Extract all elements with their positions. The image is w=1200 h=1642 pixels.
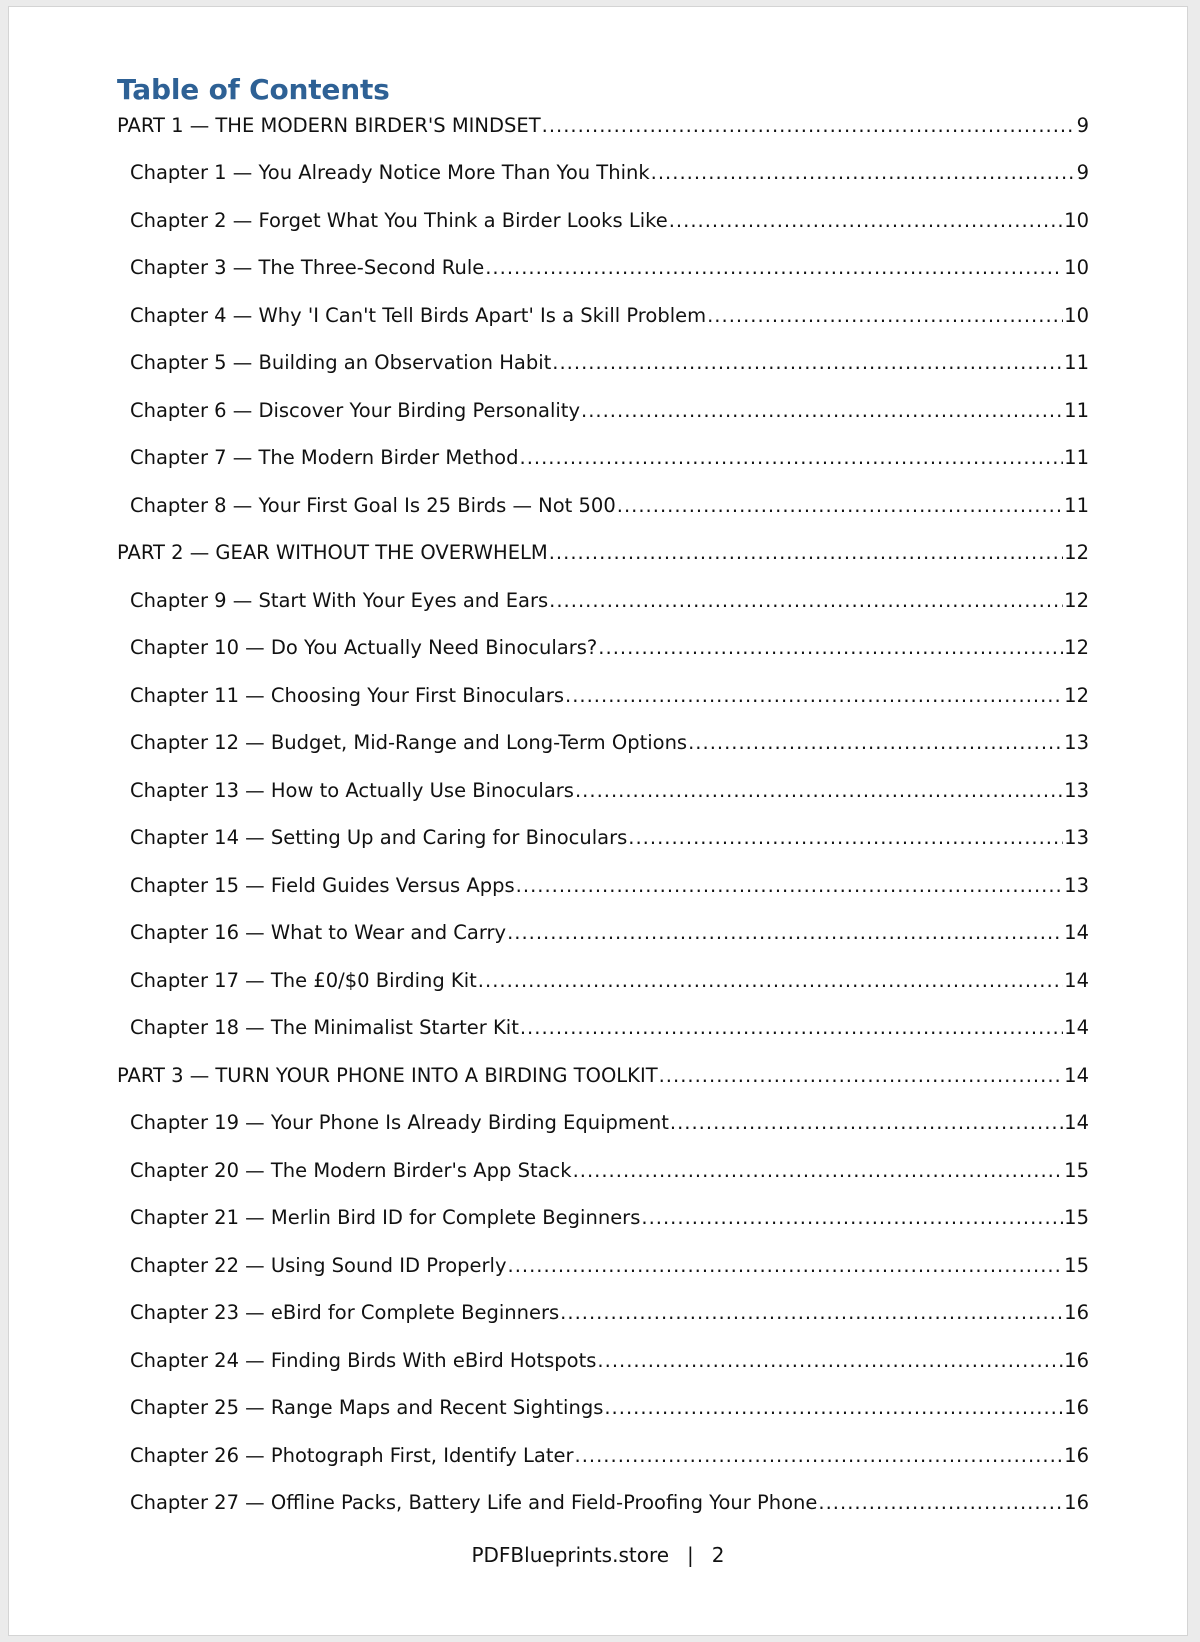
toc-entry-page-number: 14 bbox=[1064, 921, 1089, 944]
toc-entry-page-number: 12 bbox=[1064, 683, 1089, 707]
toc-dot-leader bbox=[507, 919, 1063, 947]
toc-entry-title: Chapter 24 — Finding Birds With eBird Hotspots bbox=[130, 1348, 597, 1372]
toc-entry-title: Chapter 4 — Why 'I Can't Tell Birds Apart' Is a Skill Problem bbox=[130, 303, 707, 327]
toc-dot-leader bbox=[552, 349, 1063, 377]
toc-entry-page-number: 14 bbox=[1064, 1063, 1089, 1087]
toc-chapter-entry[interactable] bbox=[117, 1204, 1089, 1252]
toc-dot-leader bbox=[641, 1204, 1063, 1232]
toc-dot-leader bbox=[565, 682, 1063, 710]
toc-chapter-entry[interactable] bbox=[117, 1109, 1089, 1157]
toc-entry-page-number: 16 bbox=[1064, 1396, 1089, 1419]
toc-chapter-entry[interactable] bbox=[117, 729, 1089, 777]
toc-part-entry[interactable] bbox=[117, 539, 1089, 587]
toc-chapter-entry[interactable] bbox=[117, 777, 1089, 825]
toc-entry-page-number: 10 bbox=[1064, 208, 1089, 232]
toc-chapter-entry[interactable] bbox=[117, 1252, 1089, 1300]
toc-dot-leader bbox=[516, 872, 1064, 900]
toc-entry-title: PART 1 — THE MODERN BIRDER'S MINDSET bbox=[117, 113, 541, 137]
toc-dot-leader bbox=[581, 397, 1063, 425]
toc-entry-title: Chapter 3 — The Three-Second Rule bbox=[130, 256, 485, 279]
toc-entry-title: Chapter 26 — Photograph First, Identify Later bbox=[130, 1443, 574, 1467]
toc-chapter-entry[interactable] bbox=[117, 872, 1089, 920]
toc-chapter-entry[interactable] bbox=[117, 254, 1089, 302]
toc-chapter-entry[interactable] bbox=[117, 1394, 1089, 1442]
toc-entry-title: Chapter 11 — Choosing Your First Binoculars bbox=[130, 683, 564, 707]
toc-entry-title: Chapter 10 — Do You Actually Need Binoculars? bbox=[130, 636, 598, 659]
toc-dot-leader bbox=[597, 1347, 1063, 1375]
toc-entry-page-number: 13 bbox=[1064, 826, 1089, 849]
toc-dot-leader bbox=[688, 729, 1063, 757]
toc-entry-title: Chapter 7 — The Modern Birder Method bbox=[130, 446, 519, 469]
toc-entry-page-number: 12 bbox=[1064, 541, 1089, 564]
toc-dot-leader bbox=[485, 254, 1063, 282]
toc-chapter-entry[interactable] bbox=[117, 444, 1089, 492]
toc-entry-title: PART 2 — GEAR WITHOUT THE OVERWHELM bbox=[117, 541, 548, 564]
toc-entry-title: Chapter 27 — Offline Packs, Battery Life and Field-Proofing Your Phone bbox=[130, 1491, 818, 1514]
toc-dot-leader bbox=[707, 302, 1063, 330]
toc-entry-title: Chapter 6 — Discover Your Birding Personality bbox=[130, 398, 580, 422]
toc-entry-title: Chapter 20 — The Modern Birder's App Stack bbox=[130, 1158, 572, 1182]
toc-list bbox=[117, 112, 1089, 1537]
toc-dot-leader bbox=[651, 159, 1076, 187]
toc-entry-title: Chapter 18 — The Minimalist Starter Kit bbox=[130, 1016, 519, 1039]
toc-dot-leader bbox=[549, 539, 1063, 567]
toc-dot-leader bbox=[670, 1109, 1063, 1137]
toc-dot-leader bbox=[573, 1157, 1064, 1185]
toc-dot-leader bbox=[818, 1489, 1063, 1517]
toc-entry-title: Chapter 12 — Budget, Mid-Range and Long-Term Options bbox=[130, 731, 688, 754]
toc-dot-leader bbox=[560, 1299, 1063, 1327]
toc-entry-title: Chapter 23 — eBird for Complete Beginners bbox=[130, 1301, 560, 1324]
toc-dot-leader bbox=[542, 112, 1076, 140]
toc-dot-leader bbox=[617, 492, 1063, 520]
toc-entry-page-number: 11 bbox=[1064, 398, 1089, 422]
toc-dot-leader bbox=[575, 1442, 1064, 1470]
toc-chapter-entry[interactable] bbox=[117, 682, 1089, 730]
toc-entry-page-number: 13 bbox=[1064, 731, 1089, 754]
toc-dot-leader bbox=[669, 207, 1063, 235]
toc-chapter-entry[interactable] bbox=[117, 1489, 1089, 1537]
toc-entry-title: Chapter 1 — You Already Notice More Than You Think bbox=[130, 161, 650, 184]
toc-chapter-entry[interactable] bbox=[117, 587, 1089, 635]
toc-entry-page-number: 13 bbox=[1064, 778, 1089, 802]
toc-chapter-entry[interactable] bbox=[117, 159, 1089, 207]
toc-chapter-entry[interactable] bbox=[117, 1347, 1089, 1395]
toc-entry-title: PART 3 — TURN YOUR PHONE INTO A BIRDING TOOLKIT bbox=[117, 1063, 658, 1087]
toc-entry-title: Chapter 9 — Start With Your Eyes and Ears bbox=[130, 588, 549, 612]
footer-site-name: PDFBlueprints.store bbox=[471, 1543, 670, 1567]
toc-dot-leader bbox=[520, 444, 1064, 472]
toc-entry-page-number: 16 bbox=[1064, 1491, 1089, 1514]
toc-entry-page-number: 10 bbox=[1064, 256, 1089, 279]
toc-entry-page-number: 9 bbox=[1076, 161, 1089, 184]
toc-entry-page-number: 9 bbox=[1076, 113, 1089, 137]
toc-entry-page-number: 10 bbox=[1064, 303, 1089, 327]
toc-title: Table of Contents bbox=[117, 73, 390, 106]
toc-entry-page-number: 11 bbox=[1064, 446, 1089, 469]
toc-dot-leader bbox=[604, 1394, 1063, 1422]
toc-entry-page-number: 16 bbox=[1064, 1443, 1089, 1467]
document-page bbox=[8, 6, 1188, 1636]
toc-chapter-entry[interactable] bbox=[117, 492, 1089, 540]
toc-part-entry[interactable] bbox=[117, 1062, 1089, 1110]
toc-dot-leader bbox=[659, 1062, 1064, 1090]
toc-dot-leader bbox=[508, 1252, 1064, 1280]
toc-entry-title: Chapter 17 — The £0/$0 Birding Kit bbox=[130, 968, 477, 992]
toc-chapter-entry[interactable] bbox=[117, 919, 1089, 967]
toc-entry-title: Chapter 16 — What to Wear and Carry bbox=[130, 921, 507, 944]
toc-chapter-entry[interactable] bbox=[117, 302, 1089, 350]
toc-part-entry[interactable] bbox=[117, 112, 1089, 160]
toc-entry-page-number: 15 bbox=[1064, 1158, 1089, 1182]
page-footer bbox=[9, 1543, 1187, 1567]
toc-chapter-entry[interactable] bbox=[117, 397, 1089, 445]
toc-chapter-entry[interactable] bbox=[117, 1299, 1089, 1347]
toc-dot-leader bbox=[598, 634, 1063, 662]
toc-entry-title: Chapter 14 — Setting Up and Caring for Binoculars bbox=[130, 826, 628, 849]
toc-entry-page-number: 14 bbox=[1064, 1016, 1089, 1039]
toc-entry-page-number: 15 bbox=[1064, 1206, 1089, 1229]
toc-entry-title: Chapter 13 — How to Actually Use Binoculars bbox=[130, 778, 574, 802]
toc-entry-page-number: 11 bbox=[1064, 351, 1089, 374]
toc-entry-title: Chapter 5 — Building an Observation Habit bbox=[130, 351, 552, 374]
toc-entry-title: Chapter 25 — Range Maps and Recent Sightings bbox=[130, 1396, 604, 1419]
toc-dot-leader bbox=[575, 777, 1063, 805]
toc-entry-page-number: 12 bbox=[1064, 588, 1089, 612]
toc-entry-title: Chapter 21 — Merlin Bird ID for Complete Beginners bbox=[130, 1206, 641, 1229]
toc-chapter-entry[interactable] bbox=[117, 1442, 1089, 1490]
toc-chapter-entry[interactable] bbox=[117, 824, 1089, 872]
toc-entry-page-number: 12 bbox=[1064, 636, 1089, 659]
toc-entry-page-number: 14 bbox=[1064, 1111, 1089, 1134]
toc-chapter-entry[interactable] bbox=[117, 207, 1089, 255]
toc-dot-leader bbox=[549, 587, 1063, 615]
footer-page-number: 2 bbox=[711, 1543, 725, 1567]
toc-chapter-entry[interactable] bbox=[117, 349, 1089, 397]
toc-chapter-entry[interactable] bbox=[117, 634, 1089, 682]
footer-separator: | bbox=[687, 1543, 694, 1567]
toc-entry-page-number: 15 bbox=[1064, 1253, 1089, 1277]
toc-dot-leader bbox=[520, 1014, 1063, 1042]
toc-dot-leader bbox=[628, 824, 1063, 852]
toc-dot-leader bbox=[478, 967, 1063, 995]
toc-entry-page-number: 13 bbox=[1064, 873, 1089, 897]
toc-entry-title: Chapter 15 — Field Guides Versus Apps bbox=[130, 873, 515, 897]
toc-chapter-entry[interactable] bbox=[117, 1014, 1089, 1062]
toc-entry-page-number: 11 bbox=[1064, 493, 1089, 517]
toc-entry-page-number: 14 bbox=[1064, 968, 1089, 992]
toc-entry-page-number: 16 bbox=[1064, 1301, 1089, 1324]
toc-chapter-entry[interactable] bbox=[117, 1157, 1089, 1205]
toc-chapter-entry[interactable] bbox=[117, 967, 1089, 1015]
toc-entry-title: Chapter 19 — Your Phone Is Already Birding Equipment bbox=[130, 1111, 669, 1134]
toc-entry-title: Chapter 2 — Forget What You Think a Birder Looks Like bbox=[130, 208, 668, 232]
toc-entry-title: Chapter 22 — Using Sound ID Properly bbox=[130, 1253, 507, 1277]
toc-entry-title: Chapter 8 — Your First Goal Is 25 Birds — Not 500 bbox=[130, 493, 616, 517]
toc-entry-page-number: 16 bbox=[1064, 1348, 1089, 1372]
